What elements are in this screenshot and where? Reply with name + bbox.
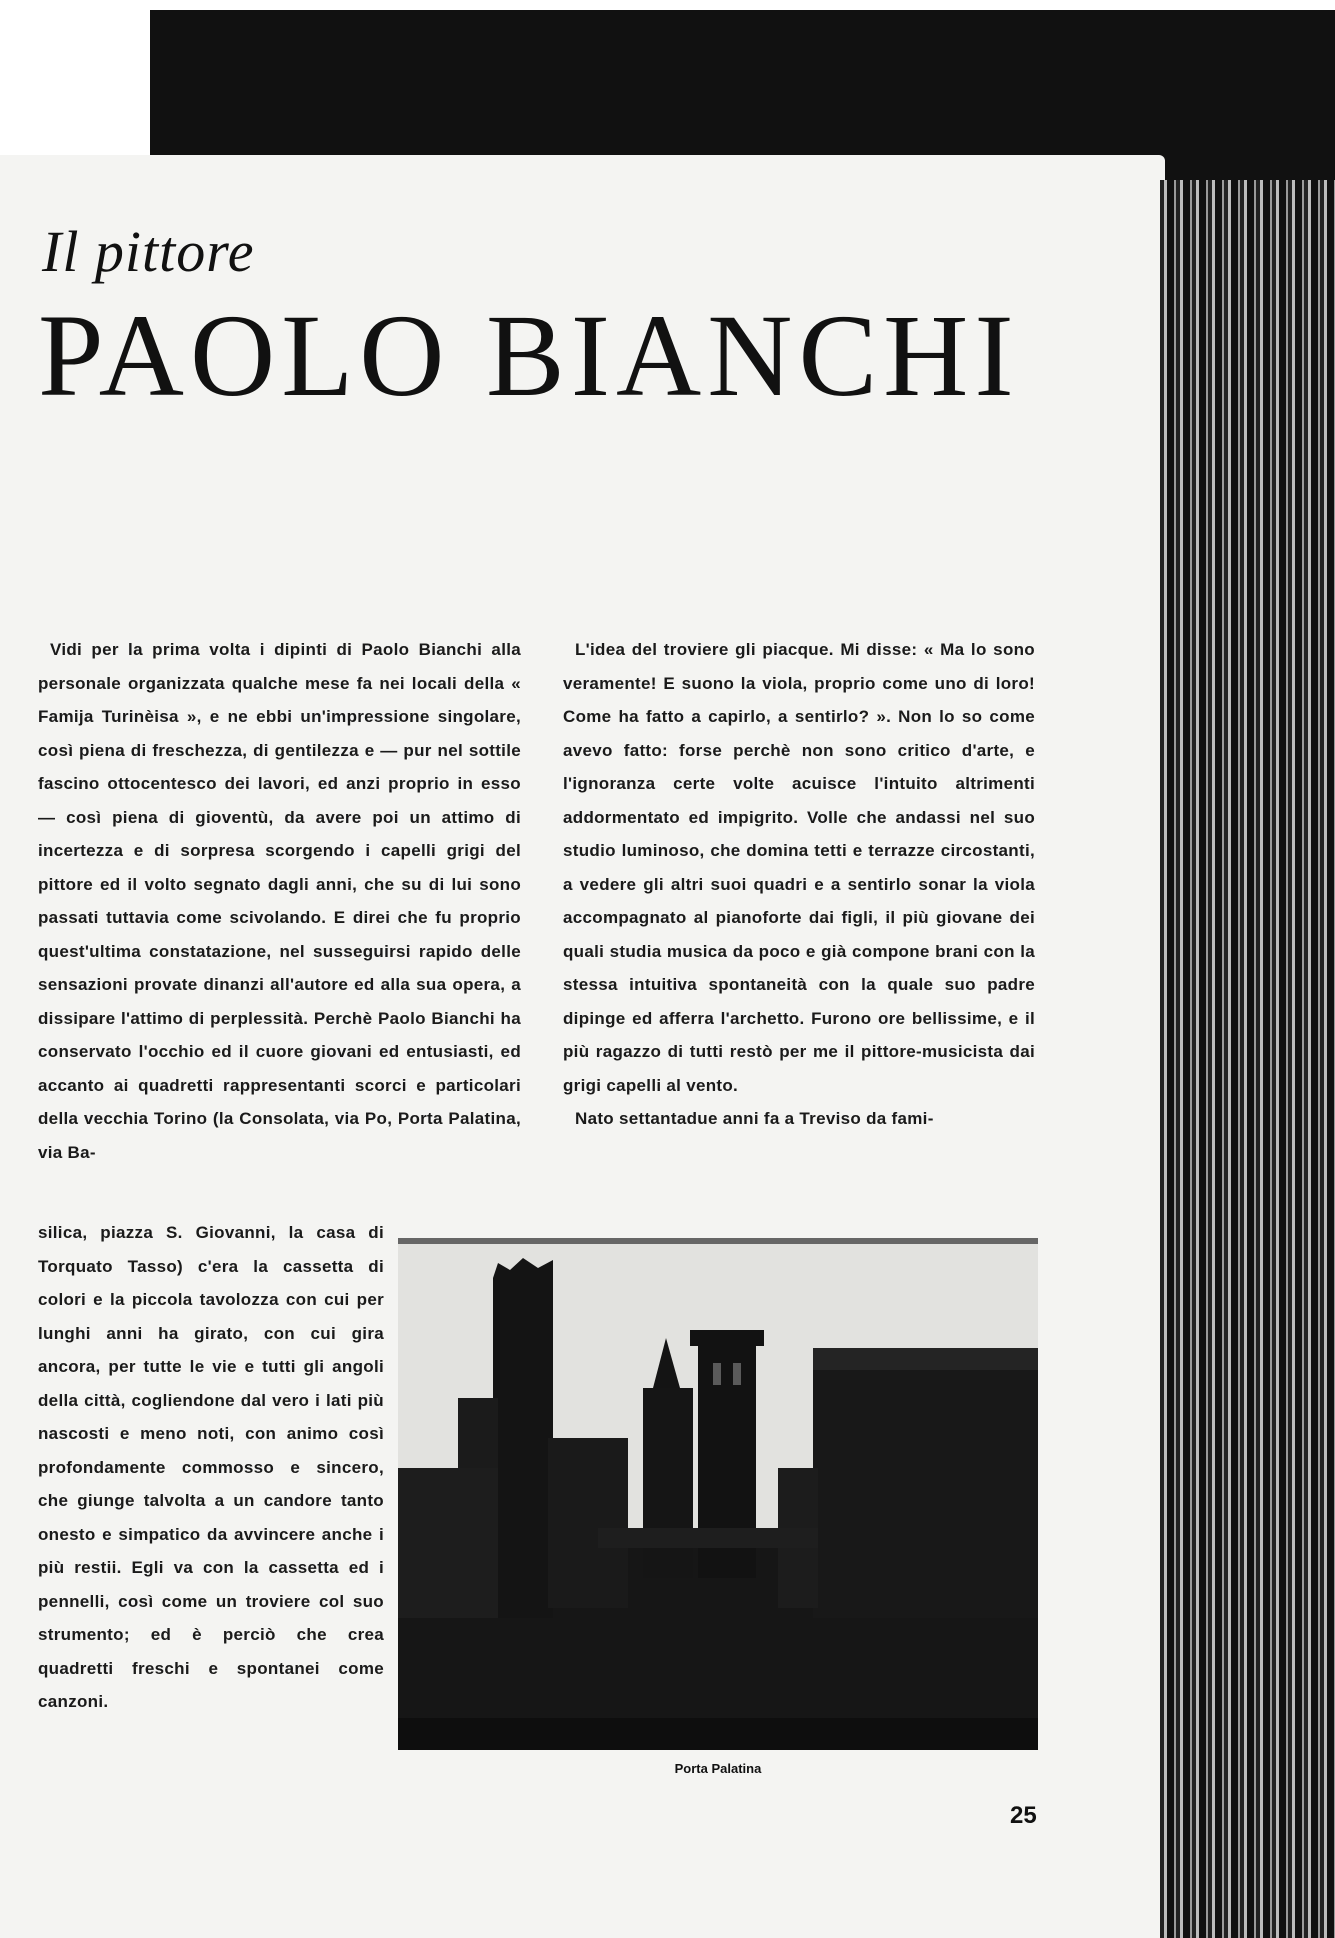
left-column-bottom-text	[38, 1216, 384, 1719]
porta-palatina-image	[398, 1238, 1038, 1750]
left-column-paragraph: Vidi per la prima volta i dipinti di Paolo Bianchi alla personale organizzata qualche mese fa nei locali della « Famija Turinèisa », e ne ebbi un'impressione singolare, così piena di freschezza, di gentilezza e — pur nel sottile fascino ottocentesco dei lavori, ed anzi proprio in esso — così piena di gioventù, da avere poi un attimo di incertezza e di sorpresa scorgendo i capelli grigi del pittore ed il volto segnato dagli anni, che su di lui sono passati tuttavia come scivolando. E direi che fu proprio quest'ultima constatazione, nel susseguirsi rapido delle sensazioni provate dinanzi all'autore ed alla sua opera, a dissipare l'attimo di perplessità. Perchè Paolo Bianchi ha conservato l'occhio ed il cuore giovani ed entusiasti, ed accanto ai quadretti rappresentanti scorci e particolari della vecchia Torino (la Consolata, via Po, Porta Palatina, via Ba-	[38, 640, 521, 1162]
right-column-paragraph-1: L'idea del troviere gli piacque. Mi disse: « Ma lo sono veramente! E suono la viola, proprio come uno di loro! Come ha fatto a capirlo, a sentirlo? ». Non lo so come avevo fatto: forse perchè non sono critico d'arte, e l'ignoranza certe volte acuisce l'intuito altrimenti addormentato ed impigrito. Volle che andassi nel suo studio luminoso, che domina tetti e terrazze circostanti, a vedere gli altri suoi quadri e a sentirlo sonar la viola accompagnato al pianoforte dai figli, il più giovane dei quali studia musica da poco e già compone brani con la stessa intuitiva spontaneità con la quale suo padre dipinge ed afferra l'archetto. Furono ore bellissime, e il più ragazzo di tutti restò per me il pittore-musicista dai grigi capelli al vento.	[563, 640, 1035, 1095]
right-column-text	[563, 633, 1035, 1136]
article-subtitle: Il pittore	[42, 219, 255, 284]
page-number: 25	[1010, 1802, 1037, 1829]
right-column-paragraph-2: Nato settantadue anni fa a Treviso da fami-	[575, 1109, 934, 1128]
photo-caption: Porta Palatina	[674, 1761, 762, 1776]
porta-palatina-photo	[398, 1238, 1038, 1750]
article-title: PAOLO BIANCHI	[38, 290, 1020, 421]
left-column-bottom-paragraph: silica, piazza S. Giovanni, la casa di Torquato Tasso) c'era la cassetta di colori e la piccola tavolozza con cui per lunghi anni ha girato, con cui gira ancora, per tutte le vie e tutti gli angoli della città, cogliendone dal vero i lati più nascosti e meno noti, con animo così profondamente commosso e sincero, che giunge talvolta a un candore tanto onesto e simpatico da avvincere anche i più restii. Egli va con la cassetta ed i pennelli, così come un troviere col suo strumento; ed è perciò che crea quadretti freschi e spontanei come canzoni.	[38, 1223, 384, 1711]
stacked-page-edges	[1160, 180, 1335, 1938]
left-column-text	[38, 633, 521, 1169]
